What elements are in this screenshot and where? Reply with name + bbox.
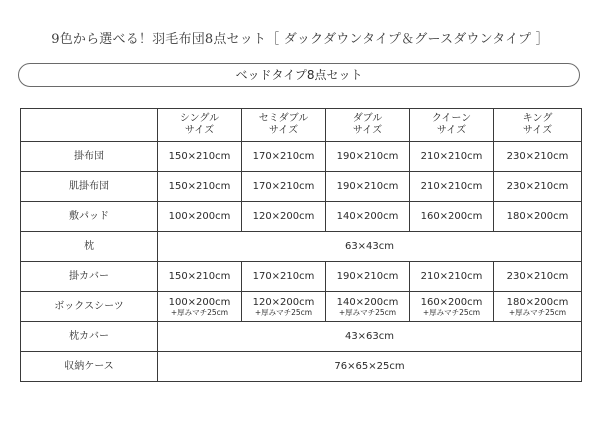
size-cell: 150×210cm <box>158 142 242 172</box>
row-label: 枕 <box>21 232 158 262</box>
table-row-boxsheets <box>21 292 582 322</box>
table-row-kakebuton <box>21 142 582 172</box>
size-cell: 150×210cm <box>158 172 242 202</box>
table-row-shikipad <box>21 202 582 232</box>
table-row-case <box>21 352 582 382</box>
size-cell-merged: 63×43cm <box>158 232 582 262</box>
column-header-semi-double: セミダブル サイズ <box>242 109 326 142</box>
column-header-queen: クイーン サイズ <box>410 109 494 142</box>
size-cell: 120×200cm +厚みマチ25cm <box>242 292 326 322</box>
size-cell: 170×210cm <box>242 142 326 172</box>
size-cell: 180×200cm +厚みマチ25cm <box>494 292 582 322</box>
size-cell: 230×210cm <box>494 172 582 202</box>
size-cell: 210×210cm <box>410 142 494 172</box>
table-row-hadakakebuton <box>21 172 582 202</box>
size-cell: 160×200cm <box>410 202 494 232</box>
size-cell: 120×200cm <box>242 202 326 232</box>
table-corner-cell <box>21 109 158 142</box>
size-cell: 230×210cm <box>494 262 582 292</box>
size-cell: 100×200cm +厚みマチ25cm <box>158 292 242 322</box>
page-title: 9色から選べる！羽毛布団8点セット［ ダックダウンタイプ＆グースダウンタイプ ］ <box>51 32 549 47</box>
size-cell: 230×210cm <box>494 142 582 172</box>
size-spec-table <box>20 108 582 382</box>
table-header-row <box>21 109 582 142</box>
table-row-makuracover <box>21 322 582 352</box>
row-label: 掛布団 <box>21 142 158 172</box>
size-cell: 190×210cm <box>326 262 410 292</box>
size-cell: 210×210cm <box>410 172 494 202</box>
size-cell: 190×210cm <box>326 172 410 202</box>
row-label: 枕カバー <box>21 322 158 352</box>
size-cell: 180×200cm <box>494 202 582 232</box>
size-cell-merged: 76×65×25cm <box>158 352 582 382</box>
size-cell: 170×210cm <box>242 262 326 292</box>
size-cell: 140×200cm <box>326 202 410 232</box>
size-cell: 140×200cm +厚みマチ25cm <box>326 292 410 322</box>
size-cell: 150×210cm <box>158 262 242 292</box>
row-label: 掛カバー <box>21 262 158 292</box>
row-label: 肌掛布団 <box>21 172 158 202</box>
size-cell: 170×210cm <box>242 172 326 202</box>
row-label: ボックスシーツ <box>21 292 158 322</box>
table-row-kakecover <box>21 262 582 292</box>
row-label: 収納ケース <box>21 352 158 382</box>
set-type-banner: ベッドタイプ8点セット <box>18 63 580 87</box>
column-header-double: ダブル サイズ <box>326 109 410 142</box>
table-row-makura <box>21 232 582 262</box>
size-cell: 100×200cm <box>158 202 242 232</box>
size-cell: 210×210cm <box>410 262 494 292</box>
size-cell: 190×210cm <box>326 142 410 172</box>
column-header-single: シングル サイズ <box>158 109 242 142</box>
size-cell: 160×200cm +厚みマチ25cm <box>410 292 494 322</box>
column-header-king: キング サイズ <box>494 109 582 142</box>
size-cell-merged: 43×63cm <box>158 322 582 352</box>
row-label: 敷パッド <box>21 202 158 232</box>
